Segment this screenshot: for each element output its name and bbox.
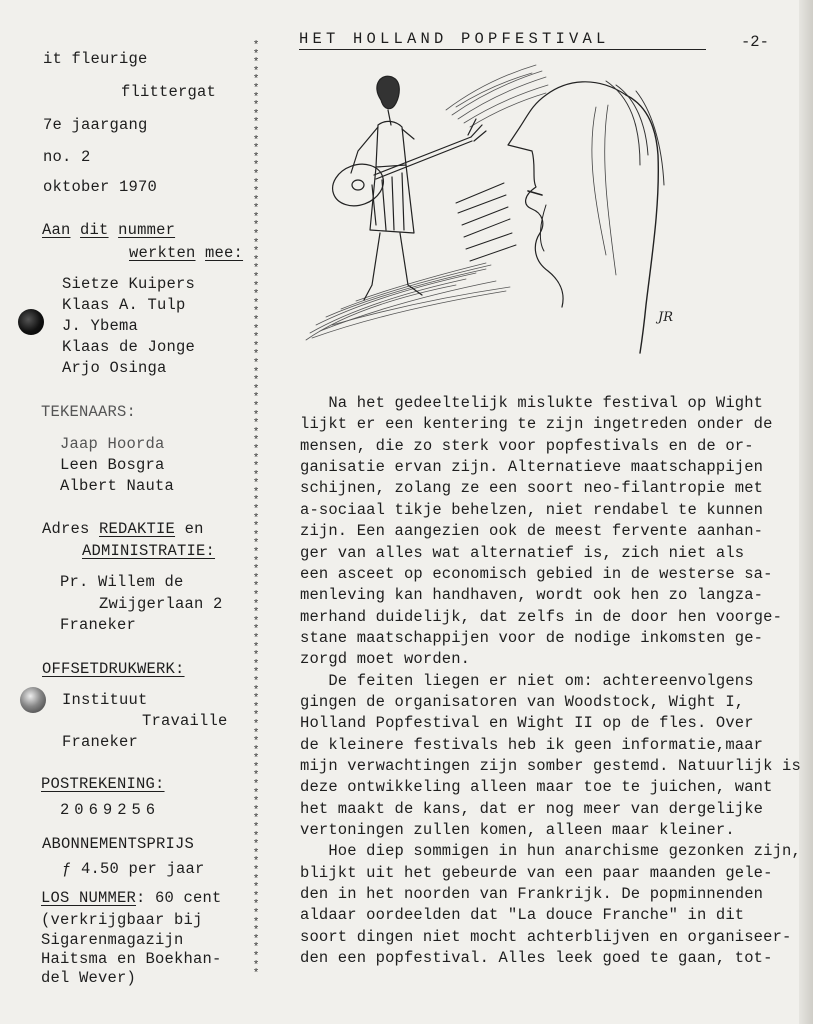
guitarist-figure — [327, 76, 486, 300]
illustrator-name: Jaap Hoorda — [60, 435, 165, 453]
article-line: zijn. Een aangezien ook de meest fervente aanhan- — [300, 522, 764, 541]
address-line: Pr. Willem de — [60, 573, 184, 591]
offset-line: Instituut — [62, 691, 148, 709]
availability-line: Sigarenmagazijn — [41, 931, 184, 949]
article-line: Hoe diep sommigen in hun anarchisme gezonken zijn, — [300, 842, 801, 861]
article-line: het maakt de kans, dat er nog meer van dergelijke — [300, 799, 764, 818]
address-heading-word: Adres — [42, 520, 90, 538]
offset-line: Travaille — [142, 712, 228, 730]
article-line: menleving kan handhaven, wordt ook hen zo langza- — [300, 586, 764, 605]
availability-line: Haitsma en Boekhan- — [41, 950, 222, 968]
article-line: ganisatie ervan zijn. Alternatieve maatschappijen — [300, 458, 764, 477]
sound-lines — [456, 183, 516, 261]
article-line: vertoningen zullen komen, alleen maar kleiner. — [300, 821, 735, 839]
subscription-heading: ABONNEMENTSPRIJS — [42, 835, 195, 853]
issue-date: oktober 1970 — [43, 178, 158, 196]
address-heading-word: en — [184, 520, 204, 538]
article-line: den een popfestival. Alles leek goed te gaan, tot- — [300, 949, 773, 968]
publication-name-line1: it fleurige — [43, 50, 148, 68]
article-line: deze ontwikkeling alleen maar toe te juichen, want — [300, 778, 773, 797]
contributors-heading-word: mee: — [205, 244, 244, 262]
single-issue-line — [41, 891, 222, 907]
article-line: een asceet op economisch gebied in de westerse sa- — [300, 564, 773, 583]
contributors-heading-line2 — [129, 246, 243, 262]
availability-line: (verkrijgbaar bij — [41, 911, 203, 929]
article-line: de kleinere festivals heb ik geen informatie,maar — [300, 735, 764, 754]
contributors-heading-word: dit — [80, 221, 109, 239]
contributors-heading-word: nummer — [118, 221, 176, 239]
contributors-heading-word: werkten — [129, 244, 196, 262]
postal-account-heading: POSTREKENING: — [41, 775, 165, 793]
single-issue-price: : 60 cent — [136, 889, 222, 907]
article-line: ger van alles wat alternatief is, zich niet als — [300, 543, 745, 562]
availability-line: del Wever) — [41, 969, 137, 987]
address-heading-line2 — [82, 544, 215, 560]
contributor-name: Arjo Osinga — [62, 359, 167, 377]
sound-hatching — [446, 65, 548, 127]
address-heading-word: REDAKTIE — [99, 520, 176, 538]
single-issue-label: LOS NUMMER — [41, 889, 137, 907]
illustrators-heading: TEKENAARS: — [41, 403, 137, 421]
article-line: zorgd moet worden. — [300, 650, 471, 669]
title-underline — [299, 49, 706, 50]
artist-signature: JR — [658, 310, 673, 325]
contributor-name: Klaas A. Tulp — [62, 296, 186, 314]
illustrator-name: Leen Bosgra — [60, 456, 165, 474]
article-line: den in het noorden van Frankrijk. De popminnenden — [300, 885, 764, 903]
article-line: stane maatschappijen voor de nodige inkomsten ge- — [300, 628, 764, 647]
article-line: schijnen, zolang ze een soort neo-filantropie met — [300, 479, 764, 498]
article-title: HET HOLLAND POPFESTIVAL — [299, 30, 610, 48]
article-line: gingen de organisatoren van Woodstock, Wight I, — [300, 692, 745, 711]
article-line: merhand duidelijk, dat zelfs in de door hen voorge- — [300, 607, 783, 626]
contributors-heading-word: Aan — [42, 221, 71, 239]
address-line: Zwijgerlaan 2 — [99, 595, 223, 613]
page-number: -2- — [741, 33, 769, 51]
address-heading-line1 — [42, 522, 204, 538]
punch-hole-bottom — [20, 687, 46, 713]
stage-hatching — [306, 263, 510, 340]
face-profile — [456, 81, 664, 353]
article-line: Holland Popfestival en Wight II op de fles. Over — [300, 714, 754, 733]
issue-number: no. 2 — [43, 148, 91, 166]
volume: 7e jaargang — [43, 116, 148, 134]
illustrator-name: Albert Nauta — [60, 477, 175, 495]
article-line: blijkt uit het gebeurde van een paar maanden gele- — [300, 863, 773, 882]
article-line: soort dingen niet mocht achterblijven en organiseer- — [300, 927, 792, 946]
offset-heading: OFFSETDRUKWERK: — [42, 660, 185, 678]
punch-hole-top — [18, 309, 44, 335]
contributor-name: Sietze Kuipers — [62, 275, 196, 293]
postal-account-number: 2069256 — [60, 801, 161, 819]
contributors-heading-line1 — [42, 223, 175, 239]
subscription-price: ƒ 4.50 per jaar — [62, 860, 205, 878]
contributor-name: J. Ybema — [62, 317, 139, 335]
address-line: Franeker — [60, 616, 137, 634]
article-line: a-sociaal tikje behelzen, niet rendabel te kunnen — [300, 500, 764, 519]
article-line: mijn verwachtingen zijn somber gestemd. Natuurlijk is — [300, 757, 801, 775]
article-line: lijkt er een kentering te zijn ingetreden onder de — [300, 415, 773, 434]
offset-line: Franeker — [62, 733, 139, 751]
publication-name-line2: flittergat — [121, 83, 217, 101]
address-heading-word: ADMINISTRATIE: — [82, 542, 216, 560]
article-line: aldaar oordeelden dat "La douce Franche" in dit — [300, 906, 745, 925]
article-line: mensen, die zo sterk voor popfestivals en de or- — [300, 436, 754, 455]
contributor-name: Klaas de Jonge — [62, 338, 196, 356]
article-line: De feiten liegen er niet om: achtereenvolgens — [300, 671, 754, 690]
asterisk-column-divider: * * * * * * * * * * * * * * * * * * * * * * * * * * * * * * * * * * * * * * * * * * * * * * * * * * * * * * * * * * * * * * * * * * * * * * * * * * * * * * * * * * * * * * * * * * * * * * * * * * * * * * * * * * * * * — [252, 40, 260, 981]
page-edge-shadow — [799, 0, 813, 1024]
festival-illustration — [296, 55, 716, 355]
article-line: Na het gedeeltelijk mislukte festival op Wight — [300, 394, 764, 412]
